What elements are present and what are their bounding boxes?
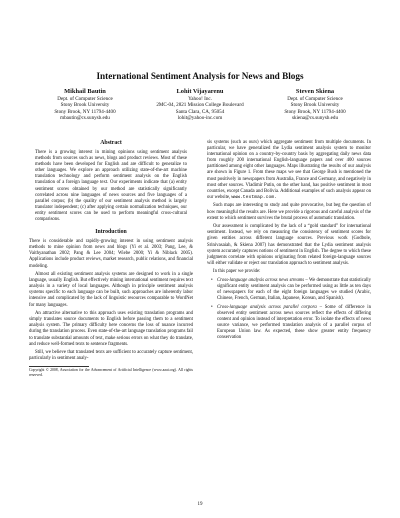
author-block	[30, 88, 370, 122]
abstract-text: There is a growing interest in mining opinions using sentiment analysis methods from sources such as news, blogs and product reviews. Most of these methods have been developed for English and are difficult to generalize to other languages. We explore an approach utilizing state-of-the-art machine translation technology and perform sentiment analysis on the English translation of a foreign language text. Our experiments indicate that (a) entity sentiment scores obtained by our method are statistically significantly correlated across nine languages of news sources and five languages of a parallel corpus; (b) the quality of our sentiment analysis method is largely translator independent; (c) after applying certain normalization techniques, our entity sentiment scores can be used to perform meaningful cross-cultural comparisons.	[35, 150, 187, 223]
author-address: Santa Clara, CA, 95054	[175, 108, 225, 115]
author-affiliation: Stony Brook University	[290, 102, 340, 109]
page-number: 19	[197, 502, 203, 507]
author-name: Mikhail Bautin	[64, 88, 106, 95]
copyright-footnote: Copyright © 2008, Association for the Advancement of Artificial Intelligence (www.aaai.org). All rights reserved.	[29, 368, 193, 377]
author-email: lohit@yahoo-inc.com	[177, 115, 223, 122]
paper-title: International Sentiment Analysis for News and Blogs	[96, 71, 304, 81]
author-address: Stony Brook, NY 11794-4400	[284, 108, 346, 115]
body-paragraph: There is considerable and rapidly-growing interest in using sentiment analysis methods to mine opinion from news and blogs (Yi et al. 2003; Pang, Lee, & Vaithyanathan 2002; Pang & Lee 2004; Wiebe 2000; Yi & Niblack 2005). Applications include product reviews, market research, public relations, and financial modeling.	[29, 239, 193, 269]
body-paragraph: Such maps are interesting to study and quite provocative, but beg the question of how meaningful the results are. Here we provide a rigorous and careful analysis of the extent to which sentiment survives the brutal process of automatic translation.	[207, 203, 371, 221]
introduction-heading: Introduction	[95, 229, 127, 236]
body-paragraph: Still, we believe that translated texts are sufficient to accurately capture sentiment, particularly in sentiment analy-	[29, 350, 193, 362]
author-affiliation: Stony Brook University	[60, 102, 110, 109]
body-text: sis systems (such as ours) which aggregate sentiment from multiple documents. In particular, we have generalized the Lydia sentiment analysis system to monitor international opinion on a country-by-country basis by aggregating daily news data from roughly 200 international English-language papers and over 400 sources partitioned among eight other languages. Maps illustrating the results of our analysis are shown in Figure 1. From these maps we see that George Bush is mentioned the most positively in newspapers from Australia, France and Germany, and negatively in most other sources. Vladimir Putin, on the other hand, has positive sentiment in most countries, except Canada and Bolivia. Additional examples of such analysis appear on our website,	[207, 140, 371, 200]
author-name: Lohit Vijayarenu	[176, 88, 224, 95]
author-name: Steven Skiena	[295, 88, 335, 95]
left-column	[29, 140, 193, 378]
contribution-list	[211, 278, 371, 341]
list-item-text: – We demonstrate that statistically significant entity sentiment analysis can be performed using as little as ten days of newspapers for each of the eight foreign languages we studied (Arabic, Chinese, French, German, Italian, Japanese, Korean, and Spanish).	[217, 277, 371, 302]
right-column	[207, 140, 371, 344]
author-affiliation: Dept. of Computer Science	[287, 96, 343, 102]
body-paragraph: Almost all existing sentiment analysis systems are designed to work in a single language, usually English. But effectively mining international sentiment requires text analysis in a variety of local languages. Although in principle sentiment analysis systems specific to each language can be built, such approaches are inherently labor intensive and complicated by the lack of linguistic resources comparable to WordNet for many languages.	[29, 272, 193, 308]
author-2	[145, 88, 255, 122]
author-address: 2MC-04, 2821 Mission College Boulevard	[156, 102, 244, 109]
list-item-heading: Cross-language analysis across news streams	[217, 277, 305, 283]
author-email: mbautin@cs.sunysb.edu	[60, 115, 110, 122]
author-1	[30, 88, 140, 122]
author-email: skiena@cs.sunysb.edu	[291, 115, 338, 122]
author-address: Stony Brook, NY 11794-4400	[54, 108, 116, 115]
abstract-heading: Abstract	[100, 140, 122, 146]
list-item	[211, 278, 371, 302]
list-item-text: – Some of difference in observed entity sentiment across news sources reflect the effects of differing content and opinion instead of interpretation error. To isolate the effects of news source variance, we performed translation analysis of a parallel corpus of European Union law. As expected, these show greater entity frequency conservation	[217, 304, 371, 341]
author-affiliation: Yahoo! Inc.	[188, 96, 212, 102]
list-item-heading: Cross-language analysis across parallel corpora	[217, 304, 317, 310]
list-item	[211, 305, 371, 342]
website-link[interactable]: www.textmap.com.	[231, 194, 278, 200]
bullet-icon: •	[211, 277, 213, 283]
body-paragraph	[207, 140, 371, 201]
bullet-icon: •	[211, 304, 213, 310]
body-paragraph: In this paper we provide:	[213, 269, 261, 275]
body-paragraph: Our assessment is complicated by the lack of a “gold standard” for international sentiment. Instead, we rely on measuring the consistency of sentiment scores for given entities across different language sources. Previous work (Godbole, Srinivasaiah, & Skiena 2007) has demonstrated that the Lydia sentiment analysis system accurately captures notions of sentiment in English. The degree to which these judgments correlate with opinions originating from related foreign-language sources will either validate or reject our translation approach to sentiment analysis.	[207, 224, 371, 266]
author-3	[260, 88, 370, 122]
body-paragraph: An attractive alternative to this approach uses existing translation programs and simply translates source documents to English before passing them to a sentiment analysis system. The primary difficulty here concerns the loss of nuance incurred during the translation process. Even state-of-the-art language translation programs fail to translate substantial amounts of text, make serious errors on what they do translate, and reduce well-formed texts to sentence fragments.	[29, 311, 193, 347]
author-affiliation: Dept. of Computer Science	[57, 96, 113, 102]
